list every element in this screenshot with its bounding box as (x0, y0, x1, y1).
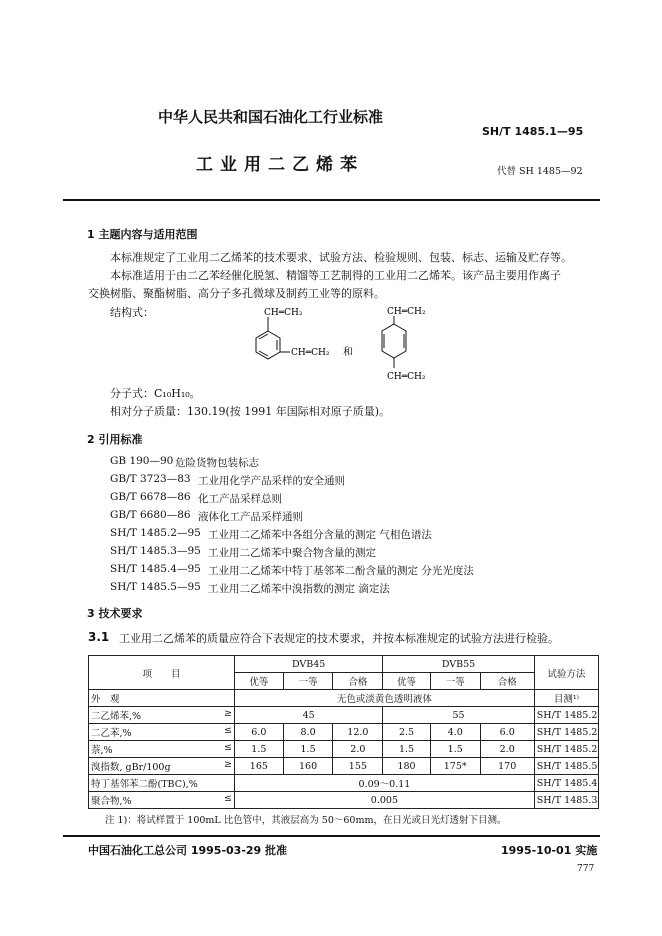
item-value: 1.5 (235, 741, 284, 758)
item-value: 2.0 (480, 741, 534, 758)
item-value: 6.0 (480, 724, 534, 741)
item-value: 2.5 (383, 724, 431, 741)
item-value: 6.0 (235, 724, 284, 741)
grade-cell: 优等 (383, 673, 431, 690)
item-value: 165 (235, 758, 284, 775)
item-name: 萘,% (91, 745, 113, 756)
item-name: 溴指数, gBr/100g (91, 762, 171, 773)
footnote: 注 1)：将试样置于 100mL 比色管中，其液层高为 50～60mm，在日光或日光灯透射下目测。 (105, 815, 507, 826)
grade-cell: 一等 (283, 673, 333, 690)
item-symbol: ≥ (224, 708, 233, 719)
item-symbol: ≥ (224, 759, 233, 770)
item-value: 170 (480, 758, 534, 775)
footer-rule (63, 835, 600, 837)
table-row (89, 792, 599, 809)
para-vinyl-group-1: CH═CH₂ (387, 307, 426, 317)
molecular-mass: 相对分子质量：130.19(按 1991 年国际相对原子质量)。 (110, 405, 391, 418)
implementation-date: 1995-10-01 实施 (501, 844, 598, 857)
item-value: 155 (333, 758, 383, 775)
table-row (89, 724, 599, 741)
item-value: 12.0 (333, 724, 383, 741)
para-divinylbenzene-structure (382, 316, 406, 368)
item-method: SH/T 1485.3 (534, 792, 598, 809)
page-number: 777 (577, 864, 595, 874)
header-rule (63, 199, 600, 201)
meta-vinyl-group-2: CH═CH₂ (291, 348, 330, 358)
header-item: 项 目 (89, 656, 235, 690)
item-value: 4.0 (430, 724, 480, 741)
item-name-cell (89, 724, 235, 741)
header-dvb55: DVB55 (383, 656, 535, 673)
item-method: SH/T 1485.2 (534, 707, 598, 724)
org-title: 中华人民共和国石油化工行业标准 (158, 108, 384, 126)
clause-text: 工业用二乙烯苯的质量应符合下表规定的技术要求，并按本标准规定的试验方法进行检验。 (119, 632, 559, 645)
item-name-cell (89, 758, 235, 775)
item-name: 特丁基邻苯二酚(TBC),% (89, 775, 235, 792)
sec1-para-1: 本标准规定了工业用二乙烯苯的技术要求、试验方法、检验规则、包装、标志、运输及贮存等。 (110, 251, 572, 264)
item-name: 二乙苯,% (91, 728, 132, 739)
item-value: 0.005 (235, 792, 535, 809)
header-dvb45: DVB45 (235, 656, 383, 673)
item-value: 45 (235, 707, 383, 724)
sec1-para-2-line-1: 本标准适用于由二乙苯经催化脱氢、精馏等工艺制得的工业用二乙烯苯。该产品主要用作离子 (110, 269, 561, 282)
item-value: 0.09～0.11 (235, 775, 535, 792)
item-value: 180 (383, 758, 431, 775)
item-method: SH/T 1485.5 (534, 758, 598, 775)
grade-cell: 优等 (235, 673, 284, 690)
section-2-heading: 2 引用标准 (87, 433, 143, 446)
approval-note: 中国石油化工总公司 1995-03-29 批准 (88, 844, 288, 857)
item-method: SH/T 1485.2 (534, 724, 598, 741)
item-name: 外 观 (89, 690, 235, 707)
item-value: 2.0 (333, 741, 383, 758)
replaces-note: 代替 SH 1485—92 (497, 166, 583, 177)
structural-formula (240, 302, 430, 387)
item-value: 8.0 (283, 724, 333, 741)
item-method: SH/T 1485.4 (534, 775, 598, 792)
item-value: 175* (430, 758, 480, 775)
table-row (89, 741, 599, 758)
item-value: 1.5 (383, 741, 431, 758)
grade-cell: 合格 (480, 673, 534, 690)
item-symbol: ≤ (224, 742, 233, 753)
item-name: 聚合物,% (91, 796, 132, 807)
item-name-cell (89, 741, 235, 758)
item-method: SH/T 1485.2 (534, 741, 598, 758)
item-name-cell (89, 707, 235, 724)
grade-cell: 一等 (430, 673, 480, 690)
header-test-method: 试验方法 (534, 656, 598, 690)
meta-divinylbenzene-structure (256, 317, 290, 359)
std-number: SH/T 1485.1—95 (482, 125, 584, 138)
table-row (89, 775, 599, 792)
section-1-heading: 1 主题内容与适用范围 (87, 228, 198, 241)
item-name: 二乙烯苯,% (91, 711, 142, 722)
item-method: 目测¹⁾ (534, 690, 598, 707)
item-value: 55 (383, 707, 535, 724)
item-value: 1.5 (283, 741, 333, 758)
grade-cell: 合格 (333, 673, 383, 690)
item-value: 160 (283, 758, 333, 775)
meta-vinyl-group-1: CH═CH₂ (264, 308, 303, 318)
table-row (89, 690, 599, 707)
item-name-cell (89, 792, 235, 809)
item-symbol: ≤ (224, 793, 233, 804)
molecular-formula: 分子式：C₁₀H₁₀。 (110, 387, 201, 400)
para-vinyl-group-2: CH═CH₂ (387, 372, 426, 382)
clause-number: 3.1 (88, 630, 110, 644)
item-symbol: ≤ (224, 725, 233, 736)
table-row (89, 758, 599, 775)
item-value: 1.5 (430, 741, 480, 758)
doc-title: 工业用二乙烯苯 (196, 155, 364, 175)
and-label: 和 (343, 347, 353, 358)
item-value: 无色或淡黄色透明液体 (235, 690, 535, 707)
table-header-row (89, 656, 599, 673)
section-3-heading: 3 技术要求 (87, 607, 143, 620)
spec-table (88, 655, 599, 809)
table-row (89, 707, 599, 724)
sec1-para-2-line-2: 交换树脂、聚酯树脂、高分子多孔微球及制药工业等的原料。 (88, 287, 385, 300)
structure-label: 结构式： (110, 306, 154, 319)
